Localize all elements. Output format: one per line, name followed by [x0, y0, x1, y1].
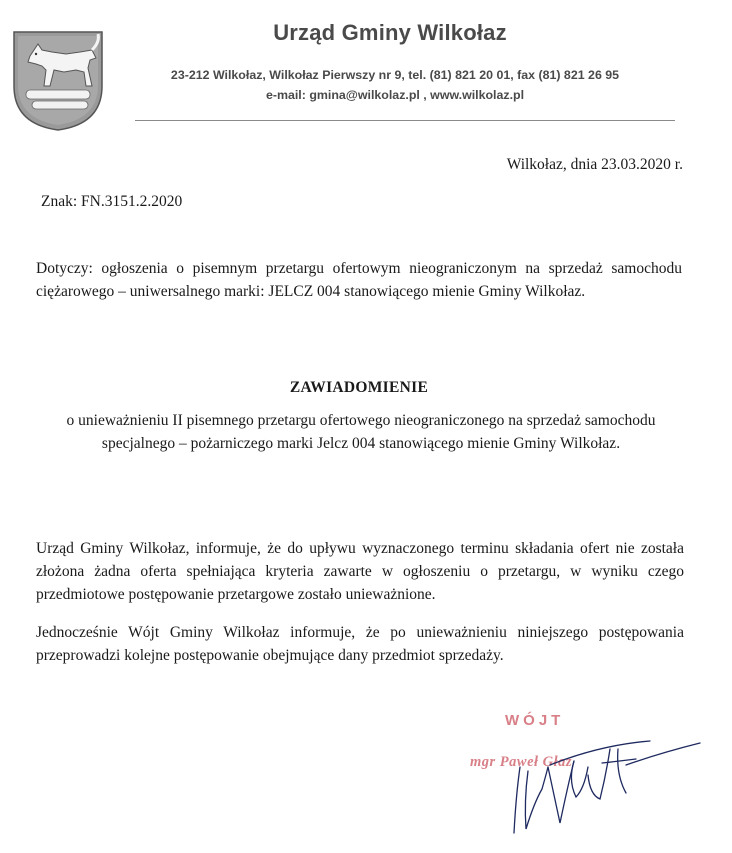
body-paragraph-2: Jednocześnie Wójt Gminy Wilkołaz informuje, że po unieważnieniu niniejszego postępowania przeprowadzi kolejne postępowanie obejmujące dany przedmiot sprzedaży.: [36, 624, 684, 664]
office-address: 23-212 Wilkołaz, Wilkołaz Pierwszy nr 9, tel. (81) 821 20 01, fax (81) 821 26 95: [170, 68, 620, 82]
notice-heading: ZAWIADOMIENIE: [289, 379, 429, 396]
header-divider: [135, 120, 675, 121]
body-paragraph-1: Urząd Gminy Wilkołaz, informuje, że do upływu wyznaczonego terminu składania ofert nie została złożona żadna oferta spełniająca kryteria zawarte w ogłoszeniu o przetargu, w wyniku czego przedmiotowe postępowanie przetargowe zostało unieważnione.: [36, 540, 684, 603]
office-contact: e-mail: gmina@wilkolaz.pl , www.wilkolaz.pl: [265, 88, 525, 102]
wolf-coat-of-arms-icon: [12, 28, 104, 132]
regarding-paragraph: Dotyczy: ogłoszenia o pisemnym przetargu ofertowym nieograniczonym na sprzedaż samochodu ciężarowego – uniwersalnego marki: JELCZ 004 stanowiącego mienie Gminy Wilkołaz.: [36, 260, 682, 300]
stamp-name: mgr Paweł Głaz: [470, 754, 573, 770]
stamp-title: WÓJT: [505, 712, 565, 729]
handwritten-signature-icon: [450, 705, 710, 845]
place-and-date: Wilkołaz, dnia 23.03.2020 r.: [506, 156, 683, 173]
office-name: Urząd Gminy Wilkołaz: [273, 20, 507, 45]
reference-number: Znak: FN.3151.2.2020: [41, 193, 183, 210]
notice-subject: o unieważnieniu II pisemnego przetargu ofertowego nieograniczonego na sprzedaż samochodu specjalnego – pożarniczego marki Jelcz 004 stanowiącego mienie Gminy Wilkołaz.: [66, 412, 656, 452]
